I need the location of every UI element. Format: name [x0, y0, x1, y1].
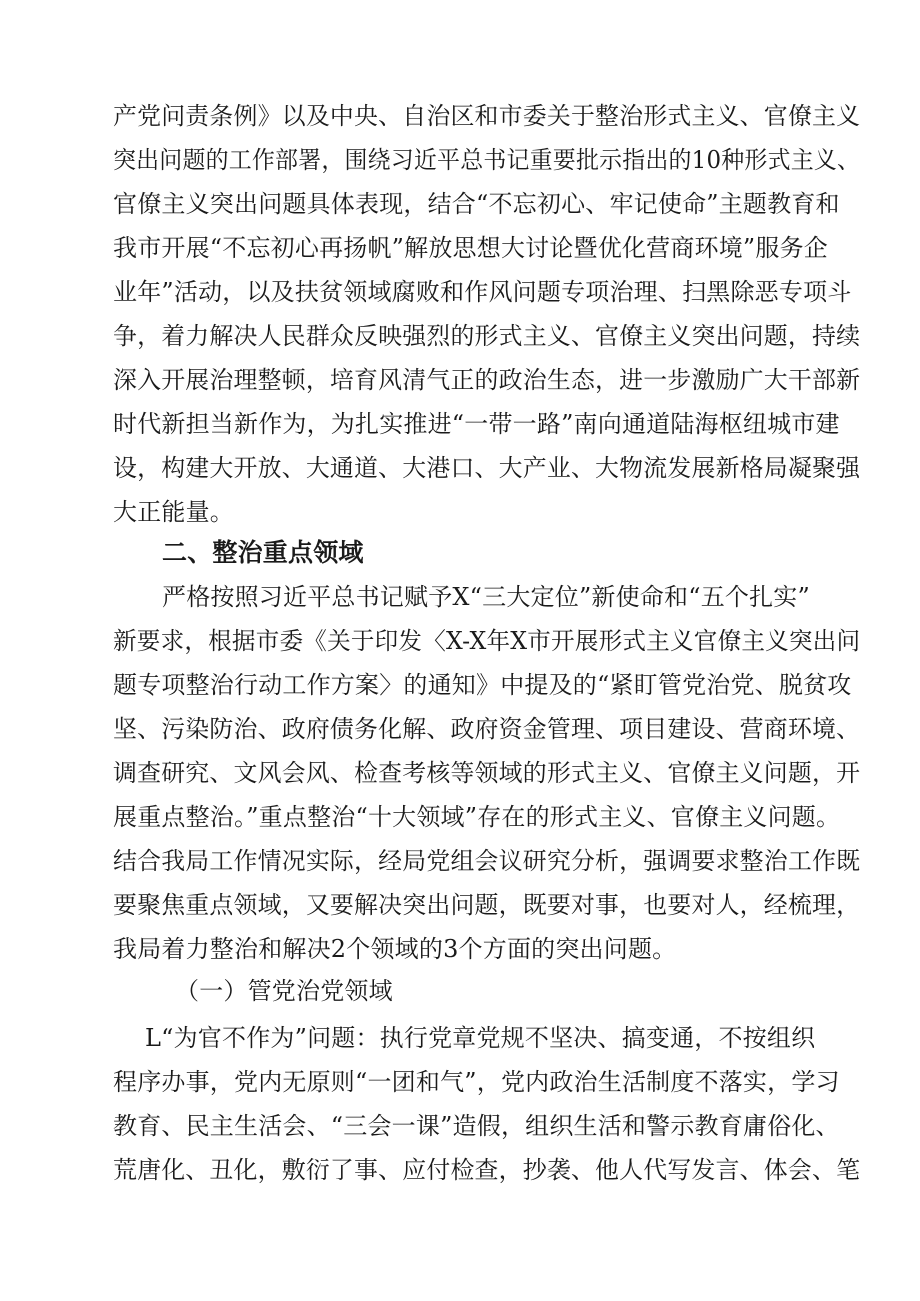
para1-line-4: 我市开展“不忘初心再扬帆”解放思想大讨论暨优化营商环境”服务企 — [113, 234, 829, 262]
para3-line-3: 教育、民主生活会、“三会一课”造假，组织生活和警示教育庸俗化、 — [113, 1112, 840, 1140]
para3-line-4: 荒唐化、丑化，敷衍了事、应付检查，抄袭、他人代写发言、体会、笔 — [113, 1156, 861, 1184]
para3-line-2: 程序办事，党内无原则“一团和气”，党内政治生活制度不落实，学习 — [113, 1068, 840, 1096]
para1-line-9: 设，构建大开放、大通道、大港口、大产业、大物流发展新格局凝聚强 — [113, 454, 861, 482]
para2-line-2: 新要求，根据市委《关于印发〈X-X年X市开展形式主义官僚主义突出问 — [113, 627, 861, 655]
para2-line-6: 展重点整治。”重点整治“十大领域”存在的形式主义、官僚主义问题。 — [113, 803, 841, 831]
para1-line-3: 官僚主义突出问题具体表现，结合“不忘初心、牢记使命”主题教育和 — [113, 190, 840, 218]
para2-line-9: 我局着力整治和解决2个领域的3个方面的突出问题。 — [113, 935, 677, 963]
para1-line-2: 突出问题的工作部署，围绕习近平总书记重要批示指出的10种形式主义、 — [113, 146, 861, 174]
para1-line-6: 争，着力解决人民群众反映强烈的形式主义、官僚主义突出问题，持续 — [113, 322, 861, 350]
para1-line-7: 深入开展治理整顿，培育风清气正的政治生态，进一步激励广大干部新 — [113, 366, 861, 394]
para2-line-1: 严格按照习近平总书记赋予X“三大定位”新使命和“五个扎实” — [162, 583, 810, 611]
para1-line-10: 大正能量。 — [113, 498, 234, 526]
para3-line-1: L“为官不作为”问题：执行党章党规不坚决、搞变通，不按组织 — [145, 1024, 816, 1052]
para2-line-4: 坚、污染防治、政府债务化解、政府资金管理、项目建设、营商环境、 — [113, 715, 861, 743]
subheading-1: （一）管党治党领域 — [175, 977, 393, 1005]
para1-line-8: 时代新担当新作为，为扎实推进“一带一路”南向通道陆海枢纽城市建 — [113, 410, 840, 438]
para2-line-7: 结合我局工作情况实际，经局党组会议研究分析，强调要求整治工作既 — [113, 847, 861, 875]
para1-line-5: 业年”活动，以及扶贫领域腐败和作风问题专项治理、扫黑除恶专项斗 — [113, 278, 852, 306]
section-heading-2: 二、整治重点领域 — [162, 538, 364, 567]
para2-line-8: 要聚焦重点领域，又要解决突出问题，既要对事，也要对人，经梳理， — [113, 891, 861, 919]
para1-line-1: 产党问责条例》以及中央、自治区和市委关于整治形式主义、官僚主义 — [113, 102, 861, 130]
para2-line-3: 题专项整治行动工作方案〉的通知》中提及的“紧盯管党治党、脱贫攻 — [113, 671, 852, 699]
para2-line-5: 调查研究、文风会风、检查考核等领域的形式主义、官僚主义问题，开 — [113, 759, 861, 787]
